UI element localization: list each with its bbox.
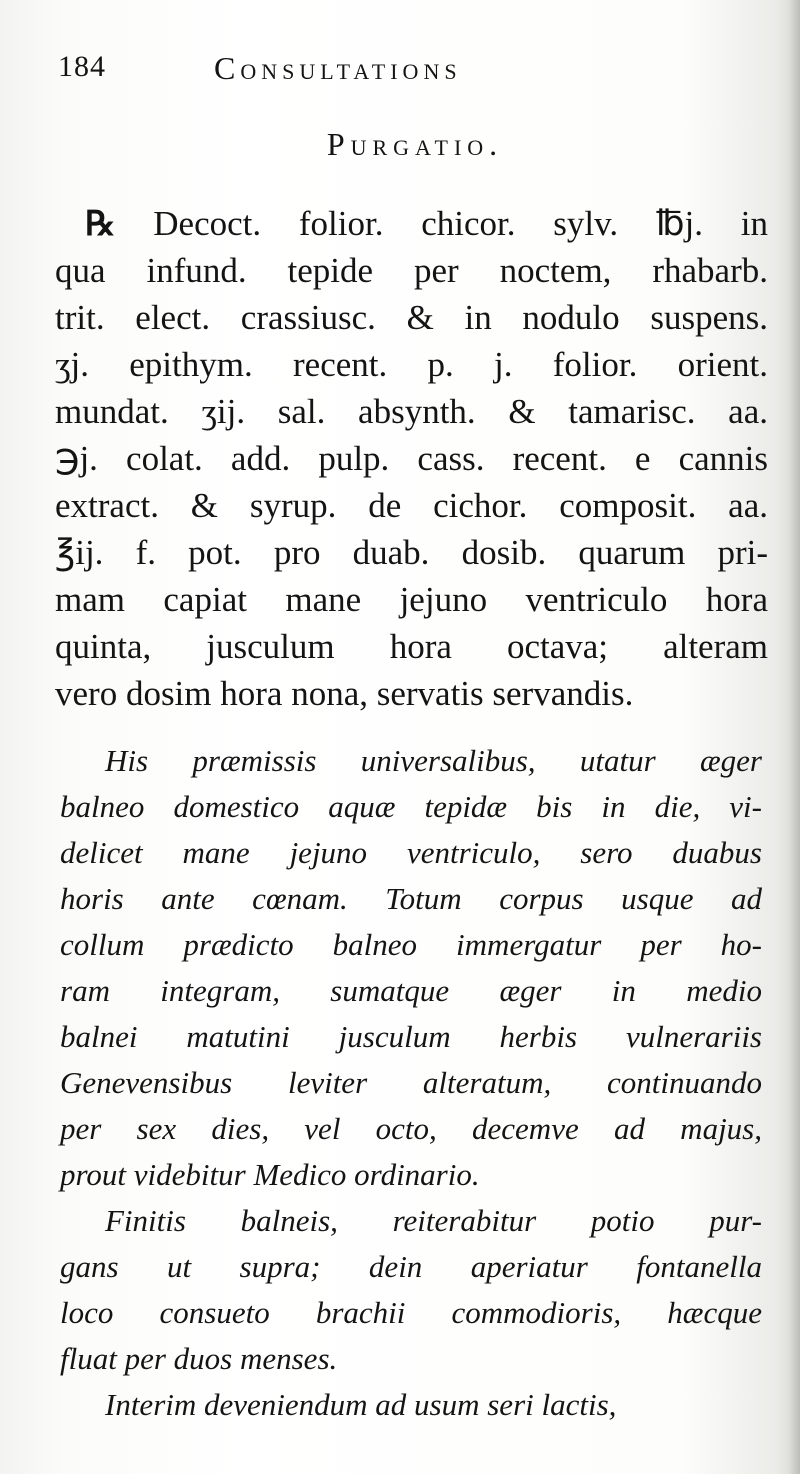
paragraph-line: Finitis balneis, reiterabitur potio pur- xyxy=(105,1203,762,1238)
paragraph-line: collum prædicto balneo immergatur per ho- xyxy=(60,927,762,962)
prescription-line: ʒj. epithym. recent. p. j. folior. orient. xyxy=(55,345,768,384)
recipe-symbol: ℞ xyxy=(85,206,116,243)
paragraph-line: prout videbitur Medico ordinario. xyxy=(60,1157,480,1192)
paragraph-line: horis ante cœnam. Totum corpus usque ad xyxy=(60,881,762,916)
paragraph-line: balnei matutini jusculum herbis vulnerariis xyxy=(60,1019,762,1054)
page-number: 184 xyxy=(58,50,106,83)
prescription-line: vero dosim hora nona, servatis servandis. xyxy=(55,674,634,713)
paragraph-line: gans ut supra; dein aperiatur fontanella xyxy=(60,1249,762,1284)
paragraph-line: ram integram, sumatque æger in medio xyxy=(60,973,762,1008)
paragraph-line: loco consueto brachii commodioris, hæcque xyxy=(60,1295,762,1330)
paragraph-line: balneo domestico aquæ tepidæ bis in die, vi- xyxy=(60,789,762,824)
running-title: Consultations xyxy=(214,50,462,86)
page-edge-shadow xyxy=(788,0,800,1474)
prescription-line: trit. elect. crassiusc. & in nodulo suspens. xyxy=(55,298,768,337)
prescription-line: mam capiat mane jejuno ventriculo hora xyxy=(55,580,768,619)
prescription-line: qua infund. tepide per noctem, rhabarb. xyxy=(55,251,768,290)
paragraph-line: per sex dies, vel octo, decemve ad majus, xyxy=(60,1111,762,1146)
prescription-line: quinta, jusculum hora octava; alteram xyxy=(55,627,768,666)
prescription-line: ℥ij. f. pot. pro duab. dosib. quarum pri- xyxy=(55,533,768,572)
paragraph-line: His præmissis universalibus, utatur æger xyxy=(105,743,762,778)
paragraph-line: Genevensibus leviter alteratum, continuando xyxy=(60,1065,762,1100)
prescription-line: mundat. ʒij. sal. absynth. & tamarisc. aa. xyxy=(55,392,768,431)
paragraph-line: delicet mane jejuno ventriculo, sero duabus xyxy=(60,835,762,870)
running-head xyxy=(58,50,618,100)
prescription-line: extract. & syrup. de cichor. composit. aa. xyxy=(55,486,768,525)
prescription-line: ℈j. colat. add. pulp. cass. recent. e cannis xyxy=(55,439,768,478)
prescription-block xyxy=(55,200,768,717)
paragraph-line: Interim deveniendum ad usum seri lactis, xyxy=(105,1387,617,1422)
paragraph-line: fluat per duos menses. xyxy=(60,1341,338,1376)
instructions-block xyxy=(60,738,762,1428)
section-heading: Purgatio. xyxy=(326,126,504,162)
prescription-line: ℞ Decoct. folior. chicor. sylv. ℔j. in xyxy=(85,204,768,243)
